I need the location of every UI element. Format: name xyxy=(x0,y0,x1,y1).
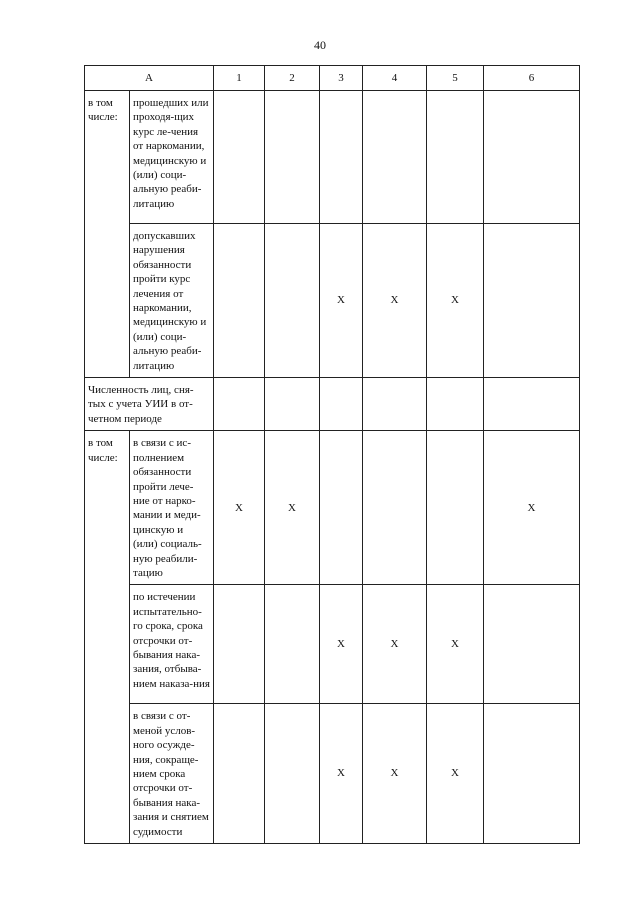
table-cell xyxy=(363,431,427,585)
header-row xyxy=(85,66,580,91)
table-cell xyxy=(484,585,580,704)
table-cell xyxy=(265,378,320,431)
row-label: в связи с ис-полнением обязанности пройти лече-ние от нарко-мании и меди-цинскую и (или) социаль-ную реабили-тацию xyxy=(130,431,214,585)
table-cell xyxy=(320,431,363,585)
table-cell xyxy=(363,378,427,431)
table-row xyxy=(85,224,580,378)
row-label: Численность лиц, сня-тых с учета УИИ в от-четном периоде xyxy=(85,378,214,431)
table-cell xyxy=(214,224,265,378)
table-row xyxy=(85,378,580,431)
row-label: по истечении испытательно-го срока, срока отсрочки от-бывания нака-зания, отбыва-нием наказа-ния xyxy=(130,585,214,704)
table-cell: X xyxy=(265,431,320,585)
table-cell: X xyxy=(320,704,363,844)
table-cell xyxy=(265,585,320,704)
table-cell xyxy=(214,91,265,224)
table-cell: X xyxy=(363,224,427,378)
table-cell xyxy=(427,378,484,431)
table-cell xyxy=(320,378,363,431)
table-cell: X xyxy=(427,704,484,844)
table-cell: X xyxy=(427,585,484,704)
table-cell: X xyxy=(363,585,427,704)
table-row xyxy=(85,704,580,844)
table-cell xyxy=(265,704,320,844)
table-cell xyxy=(265,224,320,378)
header-col-5: 5 xyxy=(427,66,484,91)
header-col-a: А xyxy=(85,66,214,91)
header-col-2: 2 xyxy=(265,66,320,91)
table-row xyxy=(85,585,580,704)
table-row xyxy=(85,91,580,224)
table-cell: X xyxy=(320,224,363,378)
table-cell xyxy=(484,704,580,844)
report-table xyxy=(84,65,580,844)
table-cell xyxy=(214,704,265,844)
table-cell: X xyxy=(484,431,580,585)
table-row xyxy=(85,431,580,585)
header-col-6: 6 xyxy=(484,66,580,91)
row-label: прошедших или проходя-щих курс ле-чения от наркомании, медицинскую и (или) соци-альную реаби-литацию xyxy=(130,91,214,224)
table-cell xyxy=(484,378,580,431)
table-cell xyxy=(265,91,320,224)
table-cell xyxy=(214,378,265,431)
table-cell: X xyxy=(363,704,427,844)
group-label: в том числе: xyxy=(85,431,130,844)
table-cell xyxy=(214,585,265,704)
table-cell xyxy=(320,91,363,224)
table-cell xyxy=(363,91,427,224)
header-col-1: 1 xyxy=(214,66,265,91)
table-cell xyxy=(484,224,580,378)
page-number: 40 xyxy=(314,38,326,52)
table-cell: X xyxy=(214,431,265,585)
table-cell xyxy=(427,91,484,224)
table-cell: X xyxy=(427,224,484,378)
header-col-4: 4 xyxy=(363,66,427,91)
row-label: в связи с от-меной услов-ного осужде-ния, сокраще-нием срока отсрочки от-бывания нака-зания и снятием судимости xyxy=(130,704,214,844)
row-label: допускавших нарушения обязанности пройти курс лечения от наркомании, медицинскую и (или) соци-альную реаби-литацию xyxy=(130,224,214,378)
header-col-3: 3 xyxy=(320,66,363,91)
group-label: в том числе: xyxy=(85,91,130,378)
table-cell xyxy=(484,91,580,224)
table-cell xyxy=(427,431,484,585)
table-cell: X xyxy=(320,585,363,704)
